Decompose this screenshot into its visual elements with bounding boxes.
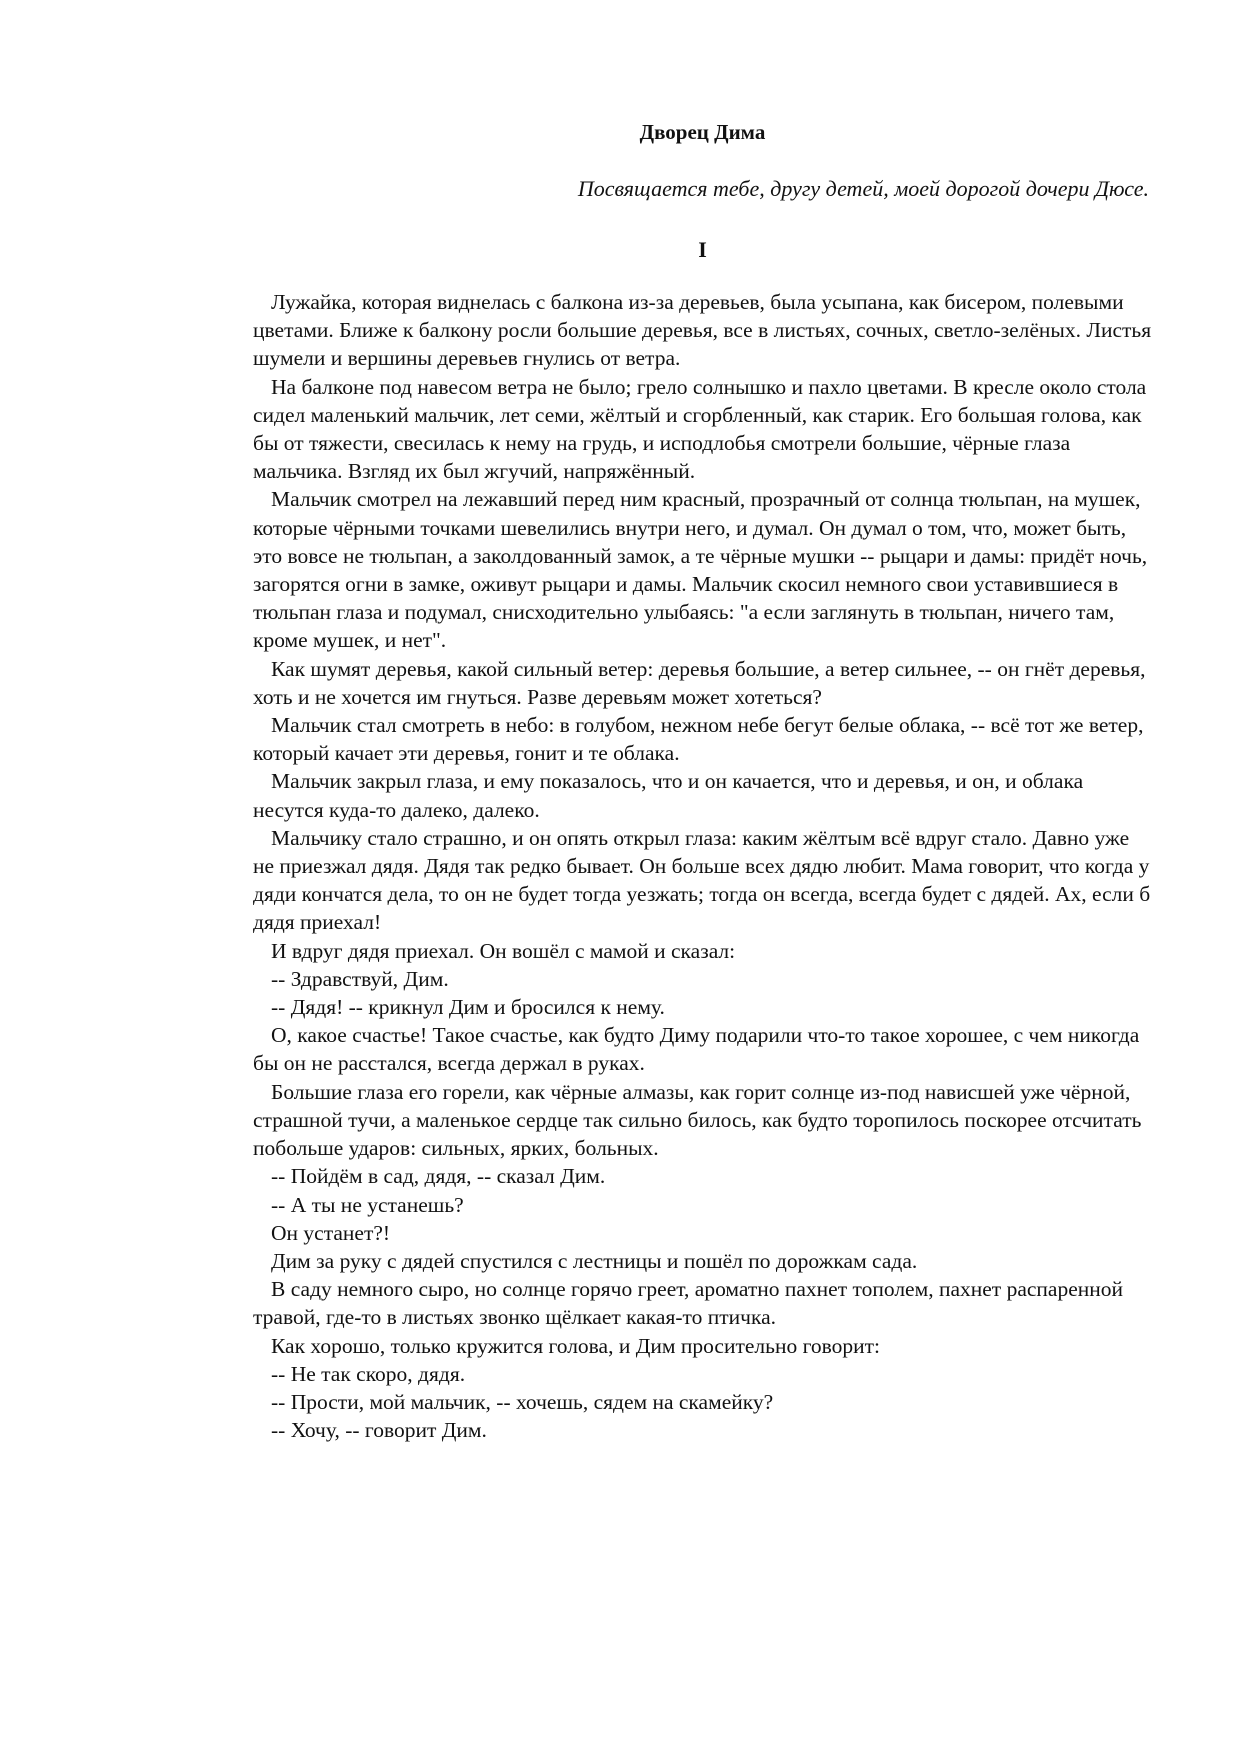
paragraph: Лужайка, которая виднелась с балкона из-за деревьев, была усыпана, как бисером, полевыми цветами. Ближе к балкону росли большие деревья, все в листьях, сочных, светло-зелёных. Листья шумели и вершины деревьев гнулись от ветра. [253,290,1152,371]
chapter-heading: I [698,237,707,262]
paragraph: Мальчик смотрел на лежавший перед ним красный, прозрачный от солнца тюльпан, на мушек, которые чёрными точками шевелились внутри него, и думал. Он думал о том, что, может быть, это вовсе не тюльпан, а заколдованный замок, а те чёрные мушки -- рыцари и дамы: придёт ночь, загорятся огни в замке, оживут рыцари и дамы. Мальчик скосил немного свои уставившиеся в тюльпан глаза и подумал, снисходительно улыбаясь: "а если заглянуть в тюльпан, ничего там, кроме мушек, и нет". [253,487,1148,653]
paragraph: О, какое счастье! Такое счастье, как будто Диму подарили что-то такое хорошее, с чем никогда бы он не расстался, всегда держал в руках. [253,1023,1140,1076]
paragraph: Большие глаза его горели, как чёрные алмазы, как горит солнце из-под нависшей уже чёрной, страшной тучи, а маленькое сердце так сильно билось, как будто торопилось поскорее отсчитать побольше ударов: сильных, ярких, больных. [253,1079,1142,1161]
paragraph: В саду немного сыро, но солнце горячо греет, ароматно пахнет тополем, пахнет распаренной травой, где-то в листьях звонко щёлкает какая-то птичка. [253,1277,1124,1330]
paragraph: -- Не так скоро, дядя. [271,1361,466,1386]
paragraph: Мальчик закрыл глаза, и ему показалось, что и он качается, что и деревья, и он, и облака несутся куда-то далеко, далеко. [253,769,1084,822]
paragraph: -- Дядя! -- крикнул Дим и бросился к нему. [271,995,665,1020]
paragraph: Как хорошо, только кружится голова, и Дим просительно говорит: [271,1333,880,1358]
page-title: Дворец Дима [639,120,766,144]
paragraph: На балконе под навесом ветра не было; грело солнышко и пахло цветами. В кресле около стола сидел маленький мальчик, лет семи, жёлтый и сгорбленный, как старик. Его большая голова, как бы от тяжести, свесилась к нему на грудь, и исподлобья смотрели большие, чёрные глаза мальчика. Взгляд их был жгучий, напряжённый. [253,374,1147,484]
paragraph: Мальчику стало страшно, и он опять открыл глаза: каким жёлтым всё вдруг стало. Давно уже не приезжал дядя. Дядя так редко бывает. Он больше всех дядю любит. Мама говорит, что когда у дяди кончатся дела, то он не будет тогда уезжать; тогда он всегда, всегда будет с дядей. Ах, если б дядя приехал! [253,825,1151,935]
paragraph: -- А ты не устанешь? [271,1192,464,1217]
paragraph: -- Хочу, -- говорит Дим. [271,1418,487,1443]
body-text [253,288,1153,1444]
paragraph: Он устанет?! [271,1220,391,1245]
paragraph: -- Здравствуй, Дим. [271,966,449,991]
paragraph: -- Прости, мой мальчик, -- хочешь, сядем на скамейку? [271,1389,774,1414]
paragraph: И вдруг дядя приехал. Он вошёл с мамой и сказал: [271,938,736,963]
paragraph: Как шумят деревья, какой сильный ветер: деревья большие, а ветер сильнее, -- он гнёт деревья, хоть и не хочется им гнуться. Разве деревьям может хотеться? [253,656,1146,709]
paragraph: Мальчик стал смотреть в небо: в голубом, нежном небе бегут белые облака, -- всё тот же ветер, который качает эти деревья, гонит и те облака. [253,713,1144,766]
paragraph: -- Пойдём в сад, дядя, -- сказал Дим. [271,1164,606,1189]
paragraph: Дим за руку с дядей спустился с лестницы и пошёл по дорожкам сада. [271,1248,918,1273]
dedication: Посвящается тебе, другу детей, моей дорогой дочери Дюсе. [577,176,1149,201]
